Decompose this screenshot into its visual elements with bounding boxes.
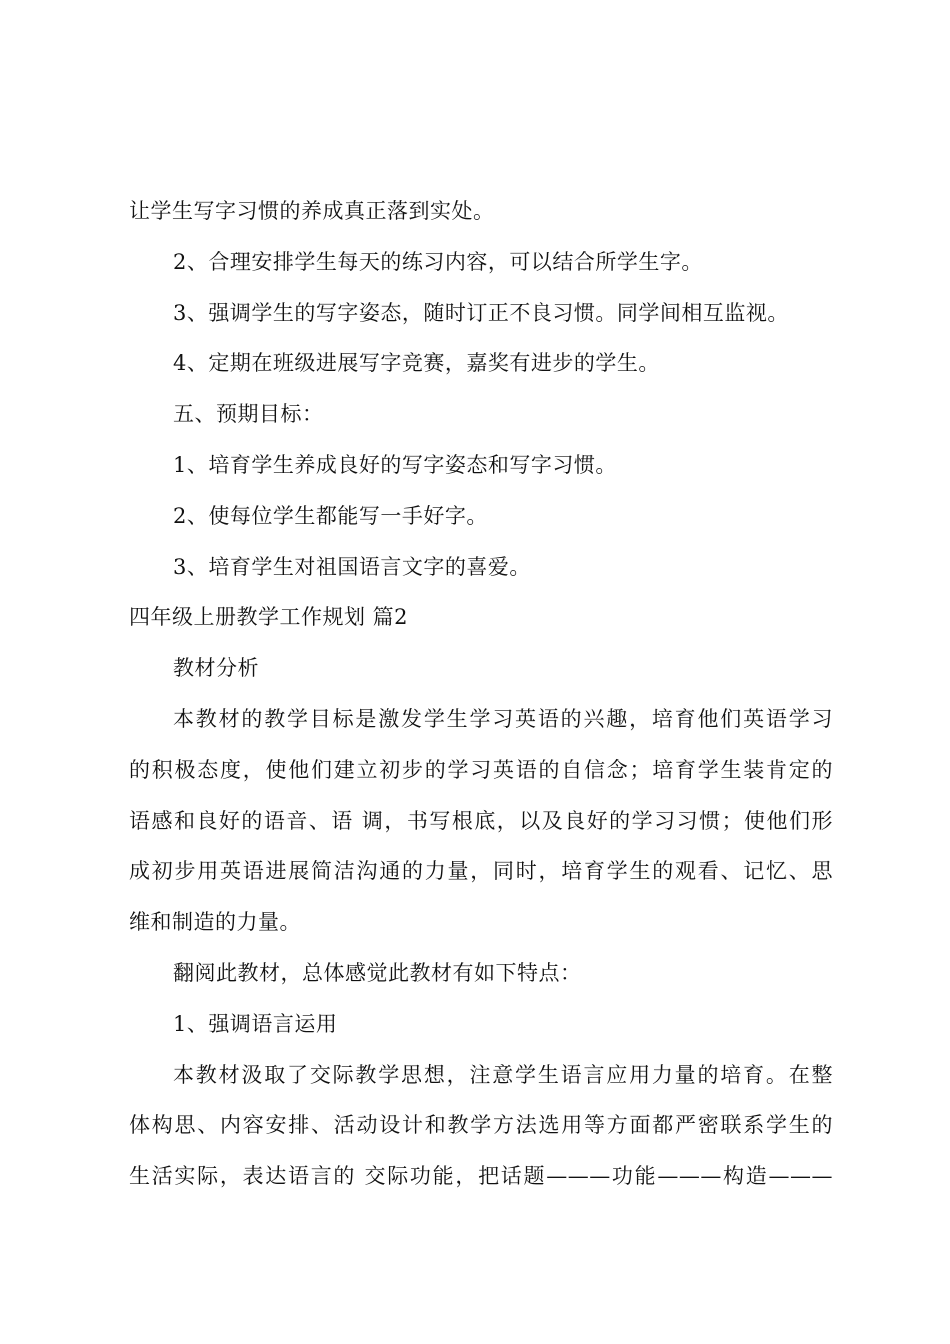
paragraph-line: 3、强调学生的写字姿态，随时订正不良习惯。同学间相互监视。 xyxy=(173,300,789,325)
paragraph-line: 3、培育学生对祖国语言文字的喜爱。 xyxy=(173,554,531,579)
paragraph-line: 成初步用英语进展简洁沟通的力量，同时，培育学生的观看、记忆、思 xyxy=(129,859,833,884)
document-page xyxy=(129,186,833,1202)
paragraph-line: 五、预期目标： xyxy=(173,402,324,427)
paragraph-line: 四年级上册教学工作规划 篇2 xyxy=(129,605,409,630)
document-body xyxy=(129,186,833,1202)
paragraph-line: 4、定期在班级进展写字竞赛，嘉奖有进步的学生。 xyxy=(173,351,660,376)
paragraph-line: 生活实际，表达语言的 交际功能，把话题———功能———构造——— xyxy=(129,1164,833,1189)
paragraph-line: 2、使每位学生都能写一手好字。 xyxy=(173,503,488,528)
paragraph-line: 语感和良好的语音、语 调，书写根底，以及良好的学习习惯；使他们形 xyxy=(129,808,833,833)
paragraph-line: 翻阅此教材，总体感觉此教材有如下特点： xyxy=(173,960,582,985)
paragraph-line: 2、合理安排学生每天的练习内容，可以结合所学生字。 xyxy=(173,249,703,274)
paragraph-line: 维和制造的力量。 xyxy=(129,910,301,935)
paragraph-line: 1、强调语言运用 xyxy=(173,1011,338,1036)
paragraph-line: 的积极态度，使他们建立初步的学习英语的自信念；培育学生装肯定的 xyxy=(129,757,833,782)
paragraph-line: 让学生写字习惯的养成真正落到实处。 xyxy=(129,199,495,223)
paragraph-line: 1、培育学生养成良好的写字姿态和写字习惯。 xyxy=(173,452,617,477)
paragraph-line: 本教材汲取了交际教学思想，注意学生语言应用力量的培育。在整 xyxy=(173,1062,833,1087)
paragraph-line: 体构思、内容安排、活动设计和教学方法选用等方面都严密联系学生的 xyxy=(129,1113,833,1138)
paragraph-line: 教材分析 xyxy=(173,656,259,681)
paragraph-line: 本教材的教学目标是激发学生学习英语的兴趣，培育他们英语学习 xyxy=(173,706,833,731)
